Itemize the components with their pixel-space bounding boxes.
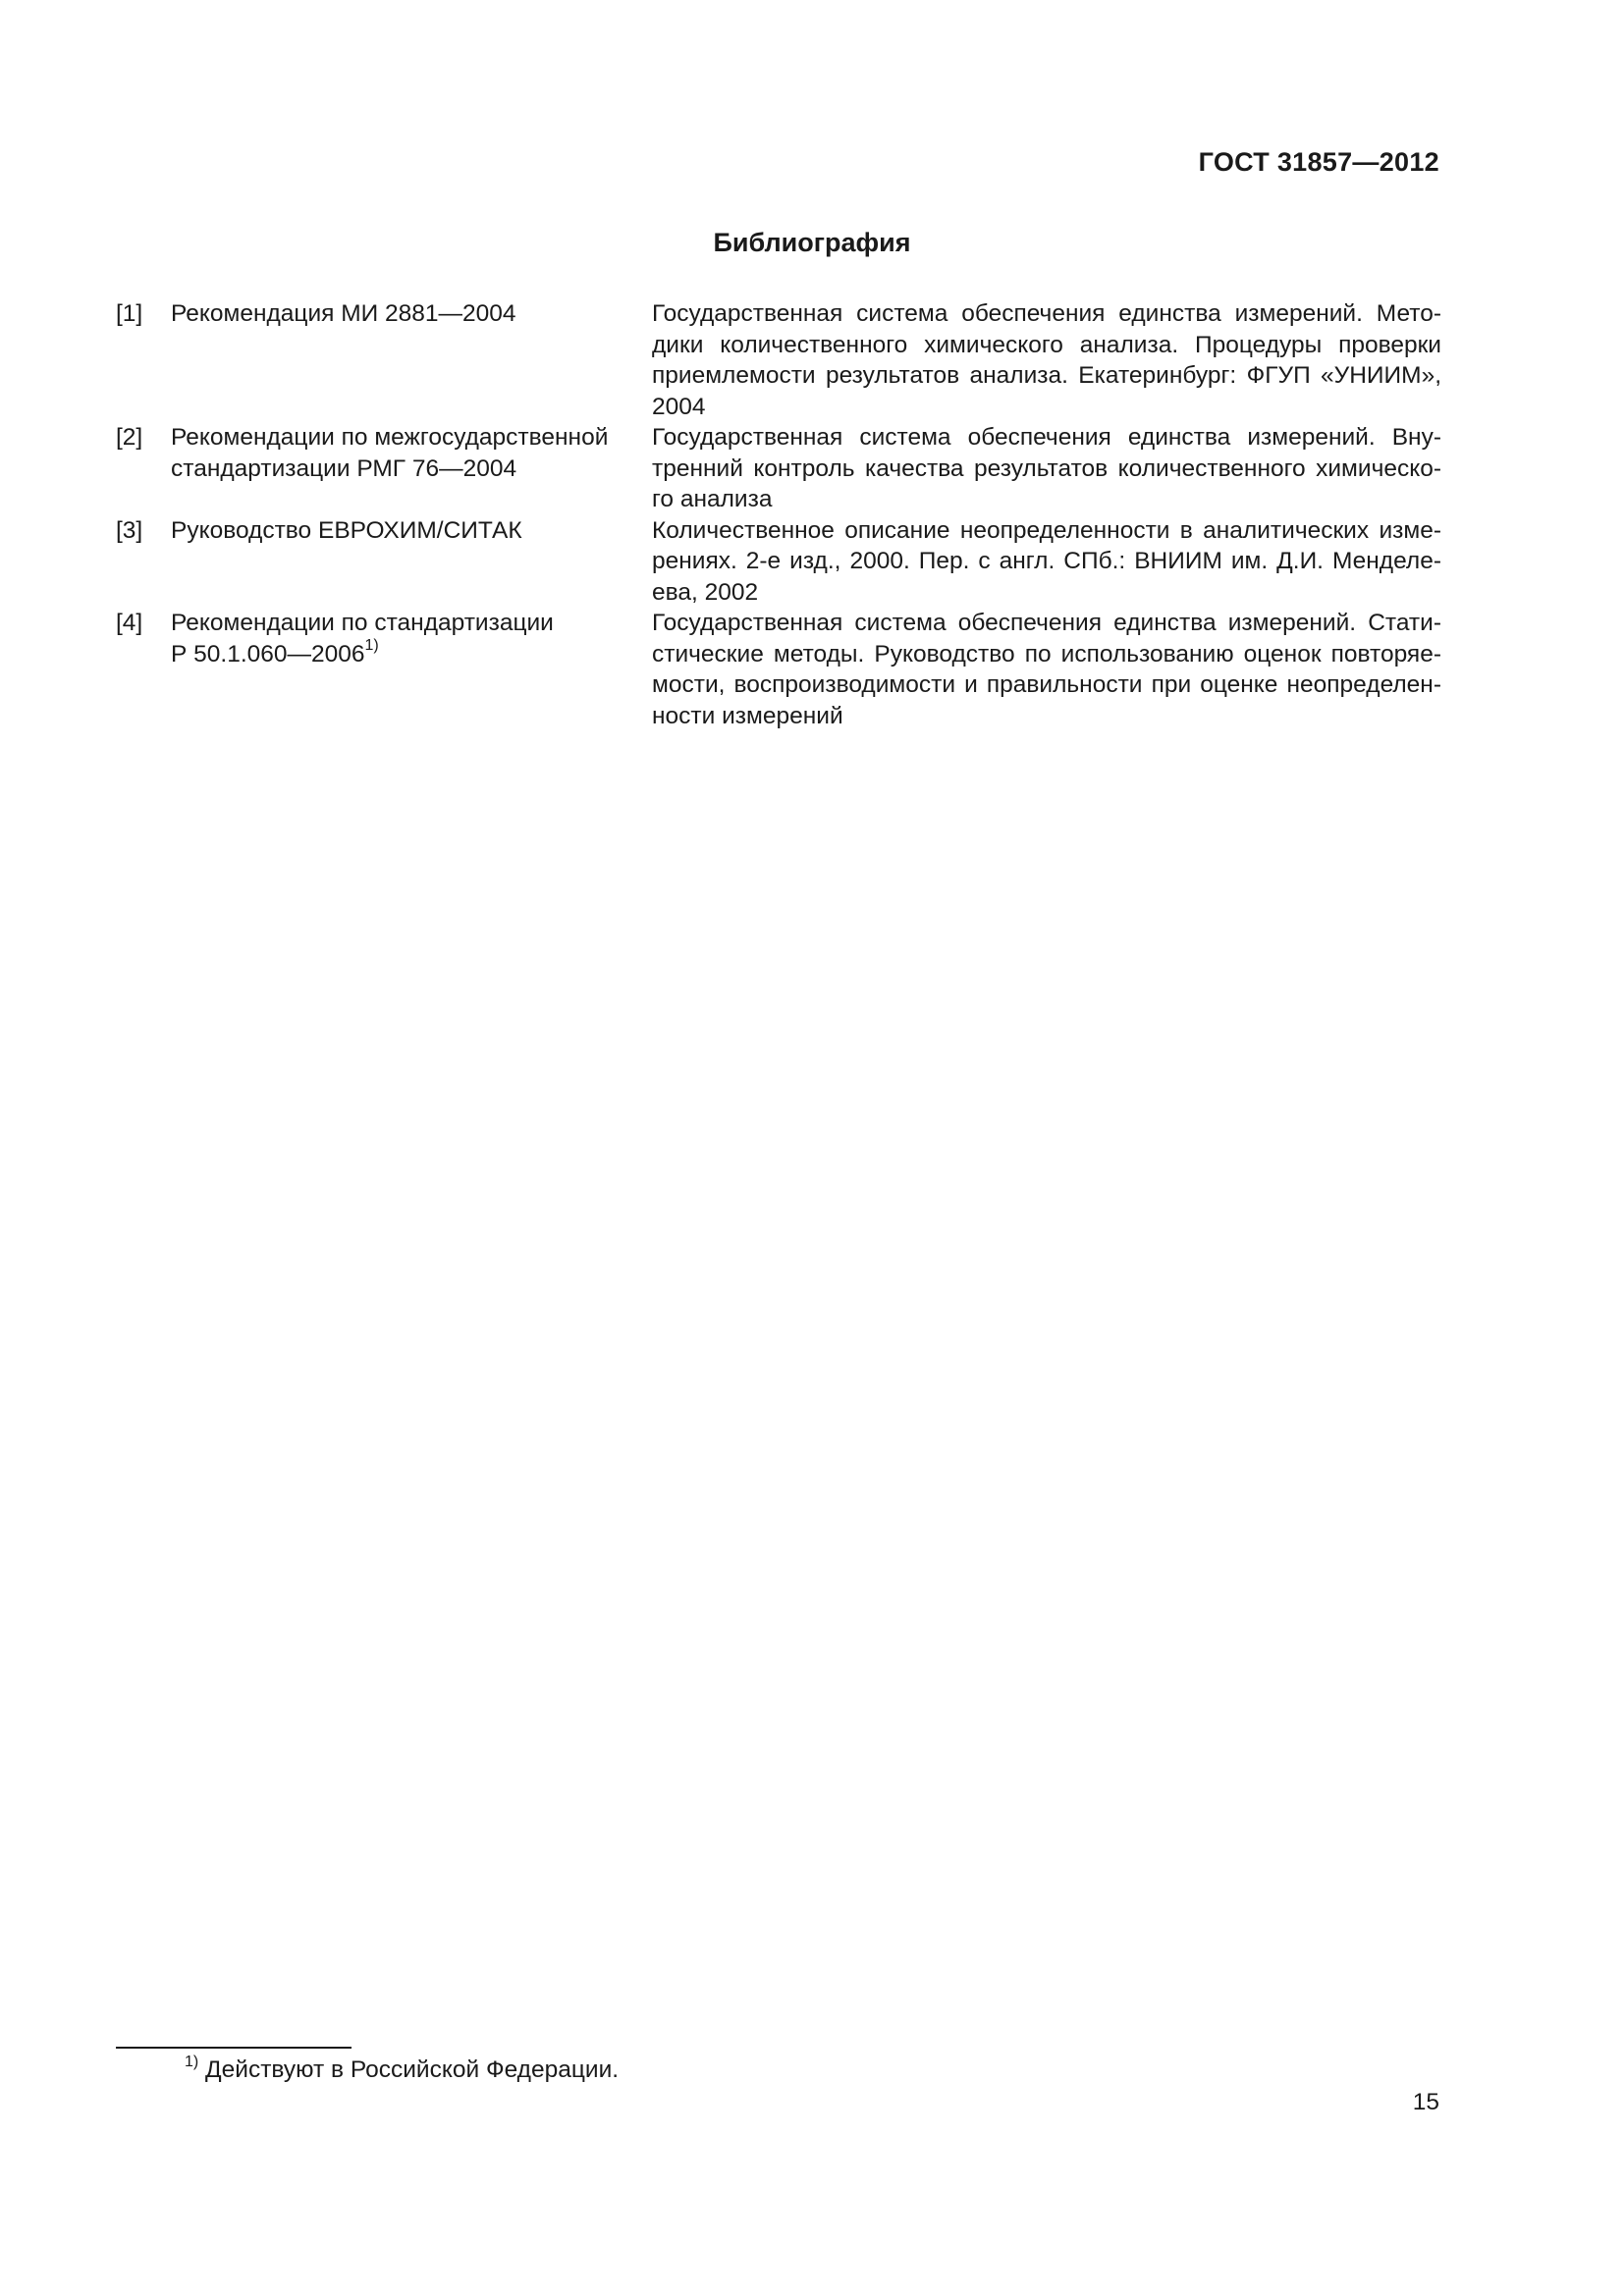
page-number: 15: [1412, 2089, 1439, 2115]
entry-reference-line: Руководство ЕВРОХИМ/СИТАК: [171, 516, 522, 544]
entry-description-line: дики количественного химического анализа. Процедуры проверки: [652, 331, 1441, 358]
footnote-marker: 1): [185, 2053, 199, 2070]
footnote-marker: 1): [364, 637, 379, 655]
entry-reference-line: Рекомендация МИ 2881—2004: [171, 300, 516, 327]
entry-reference: [171, 422, 652, 515]
entry-description-line: стические методы. Руководство по использованию оценок повторяе-: [652, 640, 1441, 667]
entry-description: [652, 422, 1441, 515]
entry-description-line: го анализа: [652, 486, 773, 512]
entry-reference-line-with-footnote: [171, 639, 642, 670]
bibliography-entry: [116, 608, 1441, 731]
bibliography-title: Библиография: [713, 228, 911, 257]
entry-description-line: Количественное описание неопределенности в аналитических изме-: [652, 516, 1441, 544]
entry-reference: [171, 515, 652, 609]
entry-number: [4]: [116, 610, 143, 636]
bibliography-entry: [116, 515, 1441, 609]
document-code-header: ГОСТ 31857—2012: [1198, 147, 1439, 177]
entry-description-line: Государственная система обеспечения единства измерений. Стати-: [652, 610, 1441, 636]
entry-reference-line: Р 50.1.060—2006: [171, 640, 365, 667]
entry-description-line: ева, 2002: [652, 578, 759, 606]
entry-description: [652, 608, 1441, 731]
entry-reference: [171, 298, 652, 422]
footnote-text: Действуют в Российской Федерации.: [205, 2056, 620, 2083]
entry-reference-line: стандартизации РМГ 76—2004: [171, 454, 517, 482]
entry-description-line: тренний контроль качества результатов количественного химическо-: [652, 454, 1441, 482]
entry-number: [2]: [116, 424, 143, 451]
bibliography-entry: [116, 422, 1441, 515]
entry-number: [1]: [116, 300, 143, 327]
entry-reference-line: Рекомендации по стандартизации: [171, 610, 554, 636]
entry-description-line: мости, воспроизводимости и правильности при оценке неопределен-: [652, 671, 1441, 698]
entry-reference-line: Рекомендации по межгосударственной: [171, 424, 609, 451]
entry-description-line: Государственная система обеспечения единства измерений. Мето-: [652, 300, 1441, 327]
footnote: [185, 2055, 619, 2085]
entry-description-line: Государственная система обеспечения единства измерений. Вну-: [652, 424, 1441, 451]
entry-description-line: ности измерений: [652, 702, 843, 729]
entry-description: [652, 515, 1441, 609]
entry-description-line: приемлемости результатов анализа. Екатеринбург: ФГУП «УНИИМ»,: [652, 362, 1441, 389]
entry-reference: [171, 608, 652, 731]
entry-description-line: 2004: [652, 393, 706, 420]
bibliography-table: [116, 298, 1441, 731]
bibliography-entry: [116, 298, 1441, 422]
footnote-divider: [116, 2047, 352, 2049]
entry-number: [3]: [116, 516, 143, 544]
entry-description: [652, 298, 1441, 422]
entry-description-line: рениях. 2-е изд., 2000. Пер. с англ. СПб.: ВНИИМ им. Д.И. Менделе-: [652, 548, 1441, 574]
